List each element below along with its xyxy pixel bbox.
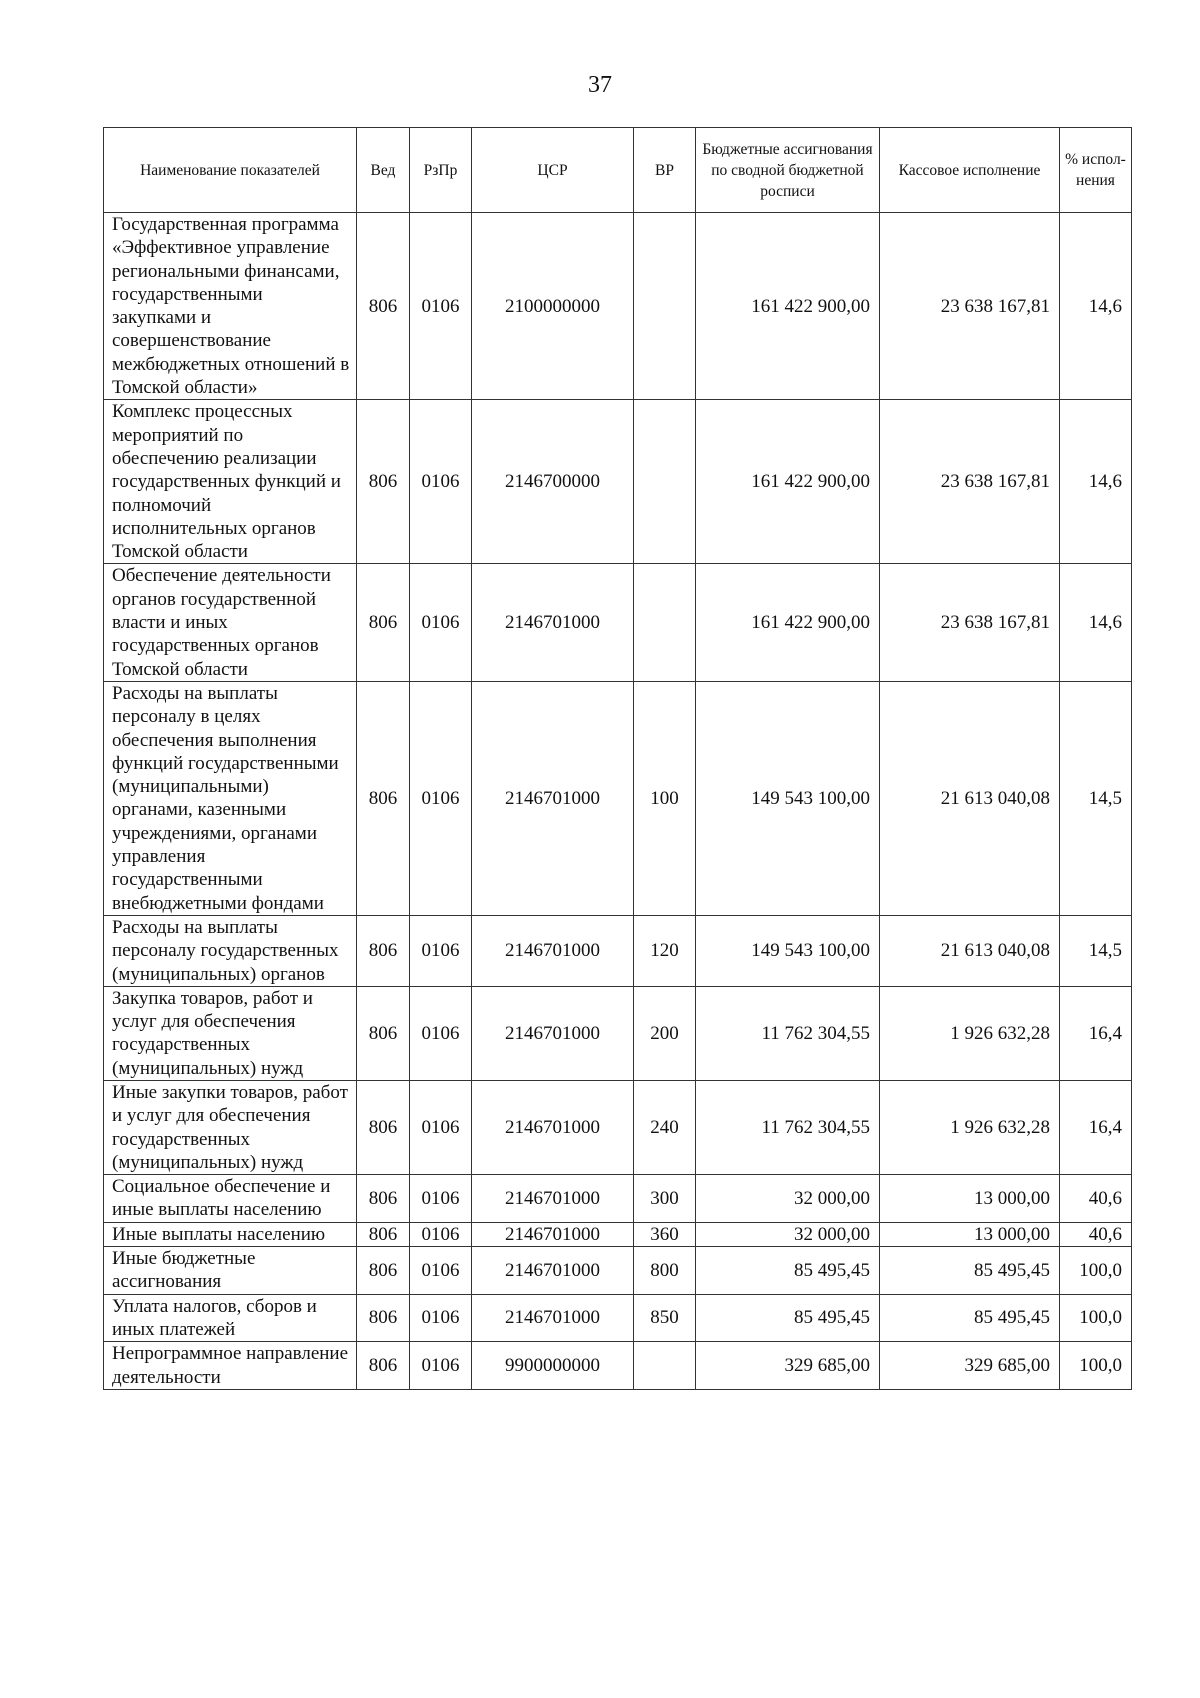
row-csr: 2146701000 — [472, 1294, 634, 1342]
row-ved: 806 — [357, 1294, 410, 1342]
row-percent: 16,4 — [1060, 986, 1132, 1080]
row-vr — [634, 400, 696, 564]
row-percent: 100,0 — [1060, 1294, 1132, 1342]
row-ved: 806 — [357, 986, 410, 1080]
row-rzpr: 0106 — [410, 1294, 472, 1342]
budget-table — [103, 127, 1132, 1390]
table-row — [104, 1175, 1132, 1223]
row-name: Уплата налогов, сборов и иных платежей — [104, 1294, 357, 1342]
row-vr: 360 — [634, 1222, 696, 1246]
row-cash: 85 495,45 — [880, 1294, 1060, 1342]
row-name: Непрограммное направление деятельности — [104, 1342, 357, 1390]
row-vr: 120 — [634, 915, 696, 986]
row-ved: 806 — [357, 1175, 410, 1223]
row-budget: 32 000,00 — [696, 1222, 880, 1246]
row-budget: 329 685,00 — [696, 1342, 880, 1390]
row-name: Государственная программа «Эффективное управление региональными финансами, государственными закупками и совершенствование межбюджетных отношений в Томской области» — [104, 213, 357, 400]
row-csr: 2146701000 — [472, 1222, 634, 1246]
row-percent: 14,6 — [1060, 213, 1132, 400]
table-row — [104, 1247, 1132, 1295]
row-cash: 23 638 167,81 — [880, 564, 1060, 681]
row-budget: 149 543 100,00 — [696, 681, 880, 915]
row-vr: 800 — [634, 1247, 696, 1295]
row-csr: 2146701000 — [472, 1080, 634, 1174]
row-name: Расходы на выплаты персоналу в целях обеспечения выполнения функций государственными (муниципальными) органами, казенными учреждениями, органами управления государственными внебюджетными фондами — [104, 681, 357, 915]
row-ved: 806 — [357, 1080, 410, 1174]
row-percent: 100,0 — [1060, 1247, 1132, 1295]
header-cash: Кассовое исполнение — [880, 128, 1060, 213]
row-ved: 806 — [357, 915, 410, 986]
row-csr: 9900000000 — [472, 1342, 634, 1390]
row-ved: 806 — [357, 1342, 410, 1390]
table-row — [104, 915, 1132, 986]
row-rzpr: 0106 — [410, 681, 472, 915]
table-row — [104, 564, 1132, 681]
row-name: Обеспечение деятельности органов государственной власти и иных государственных органов Томской области — [104, 564, 357, 681]
row-rzpr: 0106 — [410, 400, 472, 564]
row-budget: 161 422 900,00 — [696, 400, 880, 564]
row-cash: 1 926 632,28 — [880, 986, 1060, 1080]
row-csr: 2146700000 — [472, 400, 634, 564]
row-rzpr: 0106 — [410, 986, 472, 1080]
row-vr — [634, 564, 696, 681]
row-ved: 806 — [357, 213, 410, 400]
row-ved: 806 — [357, 1247, 410, 1295]
row-budget: 85 495,45 — [696, 1294, 880, 1342]
table-header-row — [104, 128, 1132, 213]
row-cash: 329 685,00 — [880, 1342, 1060, 1390]
row-ved: 806 — [357, 681, 410, 915]
row-csr: 2146701000 — [472, 681, 634, 915]
row-cash: 85 495,45 — [880, 1247, 1060, 1295]
row-rzpr: 0106 — [410, 915, 472, 986]
row-percent: 40,6 — [1060, 1175, 1132, 1223]
header-percent: % испол-нения — [1060, 128, 1132, 213]
row-vr: 100 — [634, 681, 696, 915]
row-vr: 300 — [634, 1175, 696, 1223]
row-budget: 161 422 900,00 — [696, 213, 880, 400]
row-name: Иные закупки товаров, работ и услуг для обеспечения государственных (муниципальных) нужд — [104, 1080, 357, 1174]
header-rzpr: РзПр — [410, 128, 472, 213]
row-rzpr: 0106 — [410, 1342, 472, 1390]
header-name: Наименование показателей — [104, 128, 357, 213]
row-percent: 16,4 — [1060, 1080, 1132, 1174]
table-body — [104, 213, 1132, 1390]
row-csr: 2146701000 — [472, 1175, 634, 1223]
page-number: 37 — [588, 72, 612, 98]
row-name: Социальное обеспечение и иные выплаты населению — [104, 1175, 357, 1223]
row-rzpr: 0106 — [410, 1080, 472, 1174]
header-vr: ВР — [634, 128, 696, 213]
table-row — [104, 400, 1132, 564]
row-budget: 11 762 304,55 — [696, 986, 880, 1080]
row-vr — [634, 1342, 696, 1390]
row-rzpr: 0106 — [410, 1222, 472, 1246]
row-ved: 806 — [357, 564, 410, 681]
row-rzpr: 0106 — [410, 213, 472, 400]
row-percent: 40,6 — [1060, 1222, 1132, 1246]
row-cash: 1 926 632,28 — [880, 1080, 1060, 1174]
row-ved: 806 — [357, 400, 410, 564]
row-rzpr: 0106 — [410, 1247, 472, 1295]
row-rzpr: 0106 — [410, 1175, 472, 1223]
row-percent: 14,6 — [1060, 564, 1132, 681]
row-budget: 11 762 304,55 — [696, 1080, 880, 1174]
header-budget: Бюджетные ассигнования по сводной бюджетной росписи — [696, 128, 880, 213]
row-percent: 100,0 — [1060, 1342, 1132, 1390]
row-budget: 161 422 900,00 — [696, 564, 880, 681]
row-name: Закупка товаров, работ и услуг для обеспечения государственных (муниципальных) нужд — [104, 986, 357, 1080]
row-csr: 2146701000 — [472, 564, 634, 681]
header-csr: ЦСР — [472, 128, 634, 213]
row-cash: 23 638 167,81 — [880, 400, 1060, 564]
table-row — [104, 681, 1132, 915]
row-cash: 13 000,00 — [880, 1222, 1060, 1246]
row-csr: 2100000000 — [472, 213, 634, 400]
row-name: Иные выплаты населению — [104, 1222, 357, 1246]
table-row — [104, 986, 1132, 1080]
row-percent: 14,5 — [1060, 915, 1132, 986]
row-vr: 240 — [634, 1080, 696, 1174]
row-budget: 85 495,45 — [696, 1247, 880, 1295]
row-budget: 149 543 100,00 — [696, 915, 880, 986]
row-cash: 13 000,00 — [880, 1175, 1060, 1223]
row-cash: 21 613 040,08 — [880, 915, 1060, 986]
row-percent: 14,5 — [1060, 681, 1132, 915]
row-budget: 32 000,00 — [696, 1175, 880, 1223]
table-row — [104, 1222, 1132, 1246]
row-csr: 2146701000 — [472, 1247, 634, 1295]
row-name: Иные бюджетные ассигнования — [104, 1247, 357, 1295]
table-row — [104, 1342, 1132, 1390]
row-cash: 23 638 167,81 — [880, 213, 1060, 400]
table-row — [104, 213, 1132, 400]
row-percent: 14,6 — [1060, 400, 1132, 564]
row-vr — [634, 213, 696, 400]
row-cash: 21 613 040,08 — [880, 681, 1060, 915]
table-row — [104, 1294, 1132, 1342]
table-row — [104, 1080, 1132, 1174]
row-ved: 806 — [357, 1222, 410, 1246]
row-name: Расходы на выплаты персоналу государственных (муниципальных) органов — [104, 915, 357, 986]
row-name: Комплекс процессных мероприятий по обеспечению реализации государственных функций и полномочий исполнительных органов Томской области — [104, 400, 357, 564]
row-vr: 850 — [634, 1294, 696, 1342]
row-rzpr: 0106 — [410, 564, 472, 681]
row-csr: 2146701000 — [472, 986, 634, 1080]
header-ved: Вед — [357, 128, 410, 213]
row-vr: 200 — [634, 986, 696, 1080]
row-csr: 2146701000 — [472, 915, 634, 986]
